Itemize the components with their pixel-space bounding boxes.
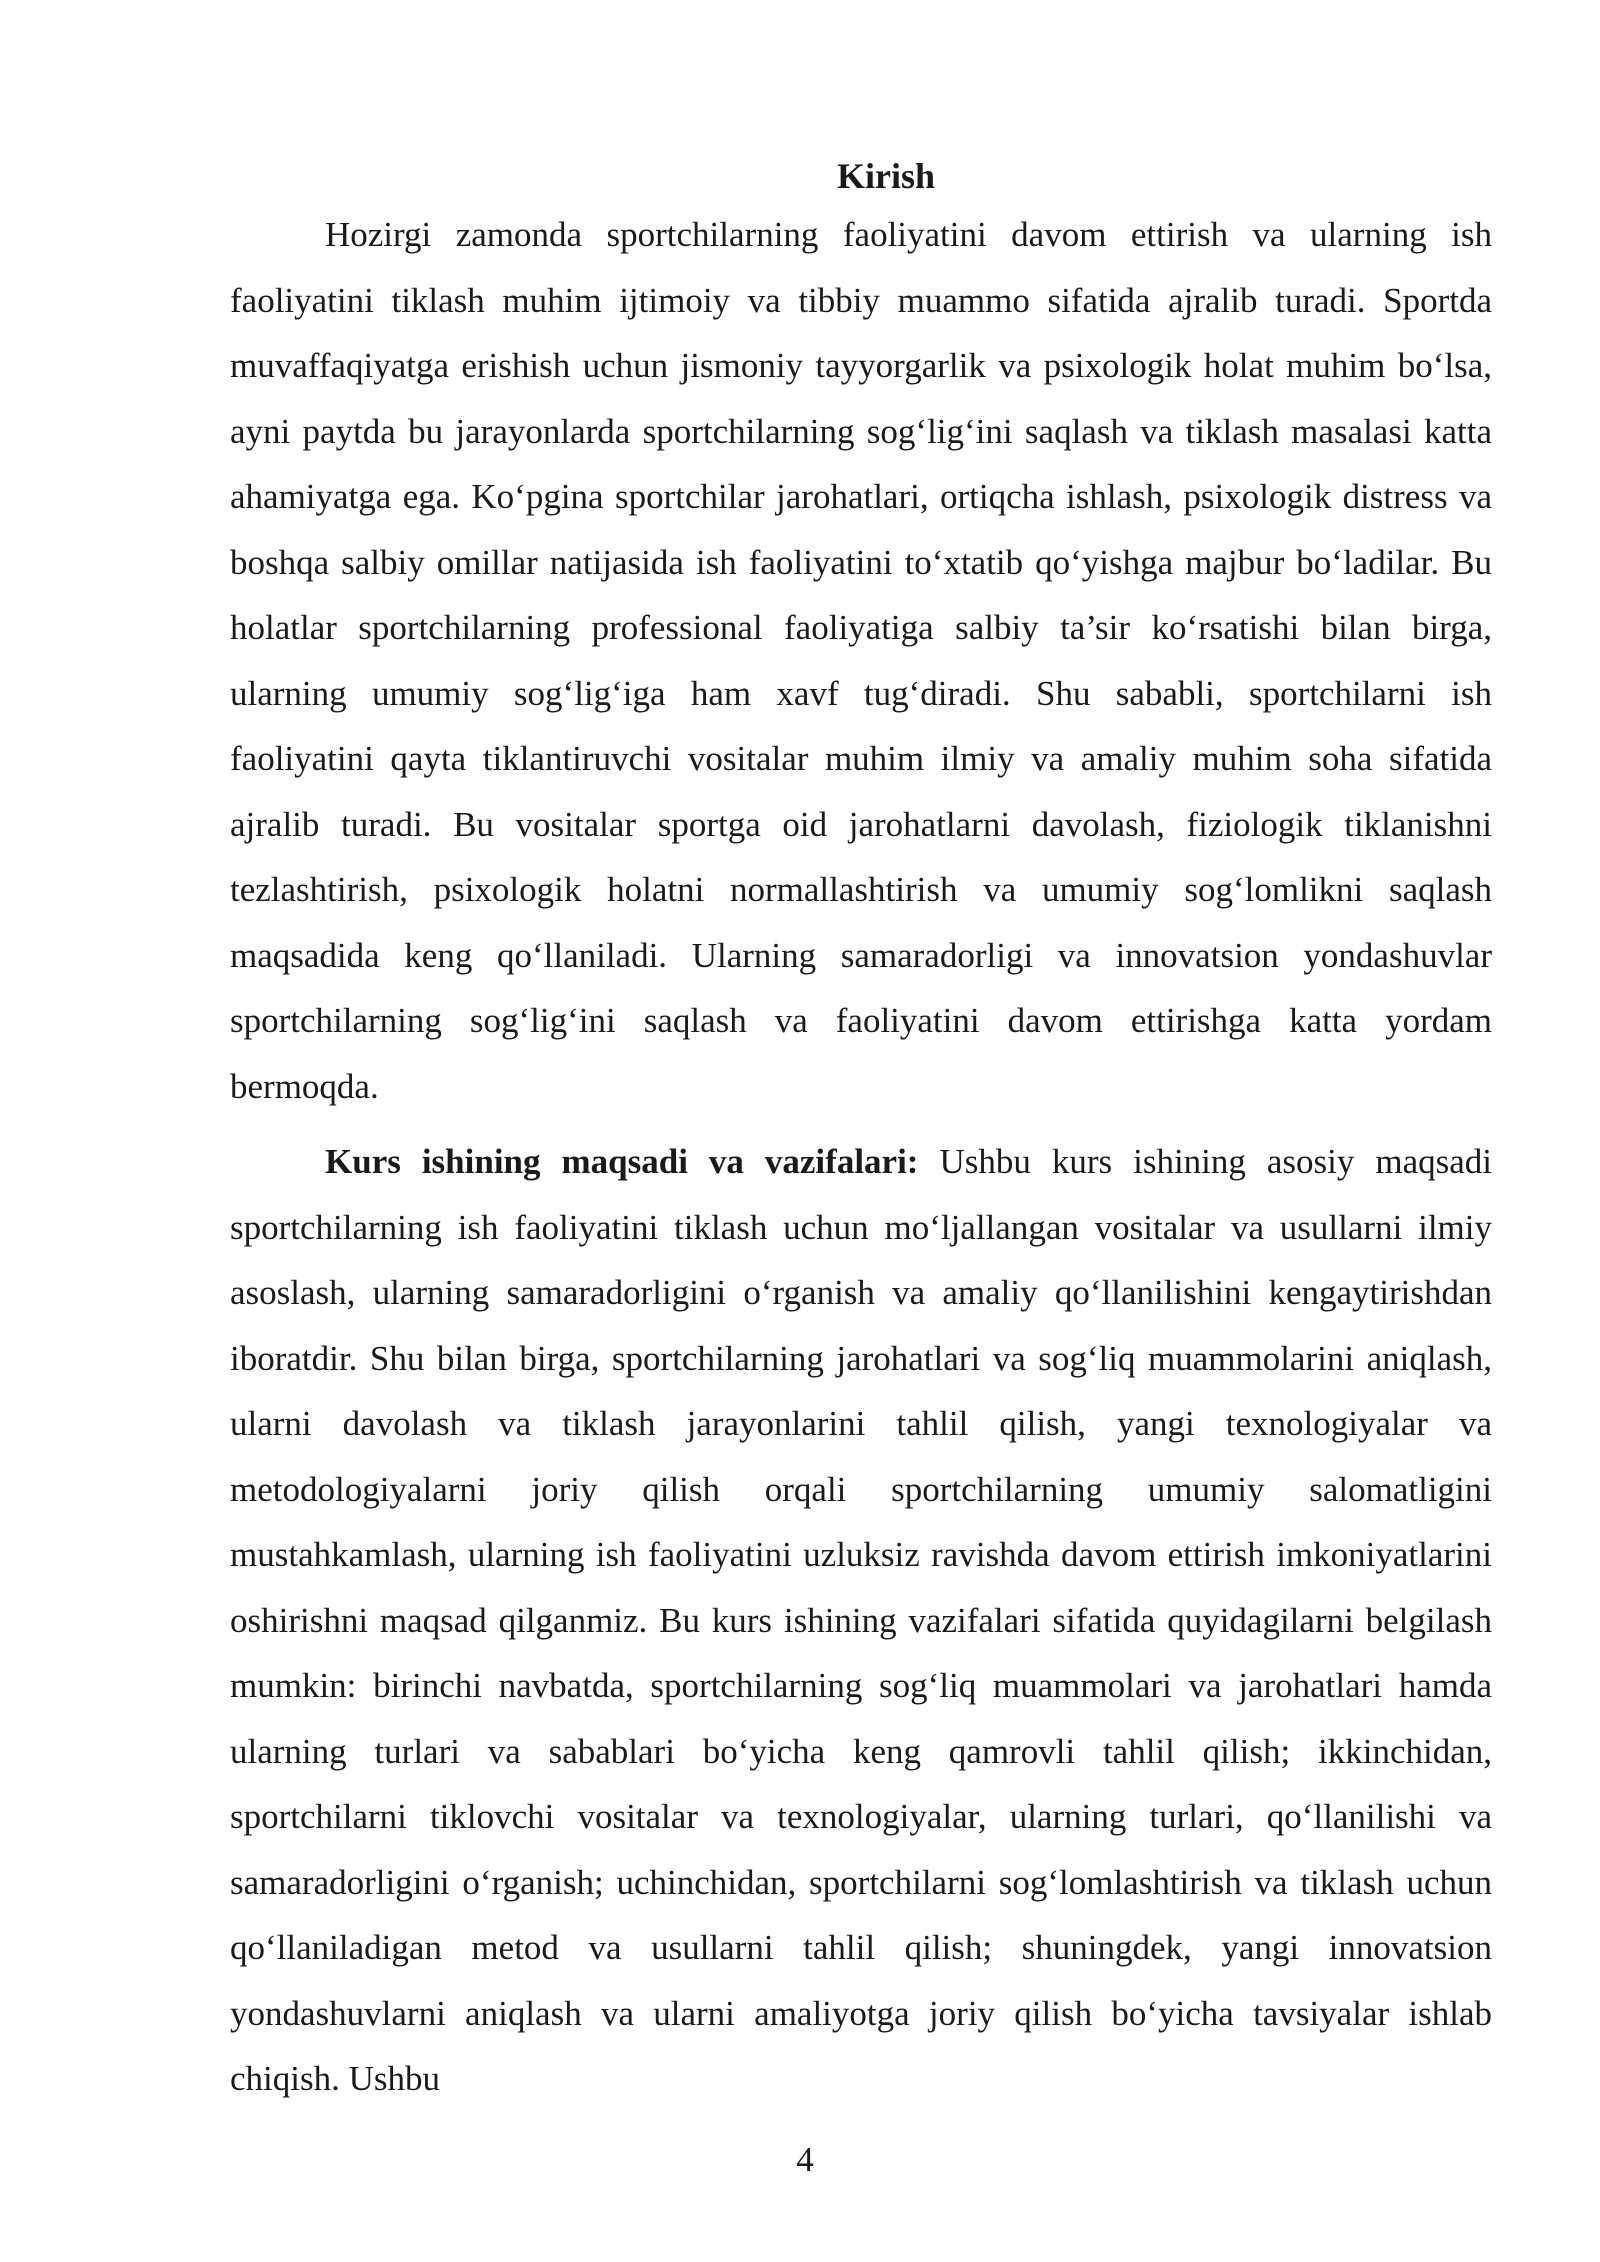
paragraph-text: Ushbu kurs ishining asosiy maqsadi sportchilarning ish faoliyatini tiklash uchun mo‘ljallangan vositalar va usullarni ilmiy asoslash, ularning samaradorligini o‘rganish va amaliy qo‘llanilishini kengaytirishdan iboratdir. Shu bilan birga, sportchilarning jarohatlari va sog‘liq muammolarini aniqlash, ularni davolash va tiklash jarayonlarini tahlil qilish, yangi texnologiyalar va metodologiyalarni joriy qilish orqali sportchilarning umumiy salomatligini mustahkamlash, ularning ish faoliyatini uzluksiz ravishda davom ettirish imkoniyatlarini oshirishni maqsad qilganmiz. Bu kurs ishining vazifalari sifatida quyidagilarni belgilash mumkin: birinchi navbatda, sportchilarning sog‘liq muammolari va jarohatlari hamda ularning turlari va sabablari bo‘yicha keng qamrovli tahlil qilish; ikkinchidan, sportchilarni tiklovchi vositalar va texnologiyalar, ularning turlari, qo‘llanilishi va samaradorligini o‘rganish; uchinchidan, sportchilarni sog‘lomlashtirish va tiklash uchun qo‘llaniladigan metod va usullarni tahlil qilish; shuningdek, yangi innovatsion yondashuvlarni aniqlash va ularni amaliyotga joriy qilish bo‘yicha tavsiyalar ishlab chiqish. Ushbu [230,1142,1492,2098]
section-title: Kirish [836,156,935,196]
page-content [230,150,1492,2112]
page-number: 4 [796,2140,814,2179]
paragraph-lead-heading: Kurs ishining maqsadi va vazifalari: [325,1142,919,1181]
goals-paragraph [230,1129,1492,2112]
paragraph-text: Hozirgi zamonda sportchilarning faoliyatini davom ettirish va ularning ish faoliyatini tiklash muhim ijtimoiy va tibbiy muammo sifatida ajralib turadi. Sportda muvaffaqiyatga erishish uchun jismoniy tayyorgarlik va psixologik holat muhim bo‘lsa, ayni paytda bu jarayonlarda sportchilarning sog‘lig‘ini saqlash va tiklash masalasi katta ahamiyatga ega. Ko‘pgina sportchilar jarohatlari, ortiqcha ishlash, psixologik distress va boshqa salbiy omillar natijasida ish faoliyatini to‘xtatib qo‘yishga majbur bo‘ladilar. Bu holatlar sportchilarning professional faoliyatiga salbiy ta’sir ko‘rsatishi bilan birga, ularning umumiy sog‘lig‘iga ham xavf tug‘diradi. Shu sababli, sportchilarni ish faoliyatini qayta tiklantiruvchi vositalar muhim ilmiy va amaliy muhim soha sifatida ajralib turadi. Bu vositalar sportga oid jarohatlarni davolash, fiziologik tiklanishni tezlashtirish, psixologik holatni normallashtirish va umumiy sog‘lomlikni saqlash maqsadida keng qo‘llaniladi. Ularning samaradorligi va innovatsion yondashuvlar sportchilarning sog‘lig‘ini saqlash va faoliyatini davom ettirishga katta yordam bermoqda. [230,215,1492,1106]
intro-paragraph [230,202,1492,1119]
